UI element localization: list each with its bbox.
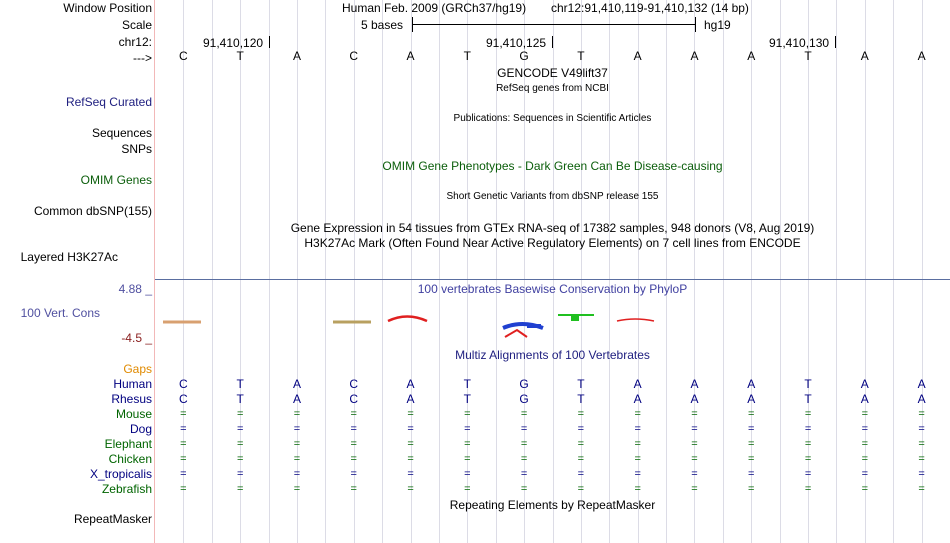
phylop-mark <box>527 324 541 328</box>
alignment-base: = <box>520 408 528 420</box>
alignment-base: = <box>804 408 812 420</box>
alignment-base: = <box>293 408 301 420</box>
track-label-sequences[interactable]: Sequences <box>91 126 152 140</box>
alignment-base: T <box>236 392 244 406</box>
alignment-base: = <box>236 408 244 420</box>
alignment-base: = <box>520 453 528 465</box>
base-letter: A <box>690 49 699 63</box>
track-label-cons[interactable]: 100 Vert. Cons <box>20 306 100 320</box>
position-tick <box>269 36 270 48</box>
alignment-base: = <box>464 408 471 420</box>
alignment-base: = <box>634 423 641 435</box>
alignment-base: A <box>747 392 756 406</box>
alignment-base: = <box>804 483 812 495</box>
alignment-base: T <box>463 377 471 391</box>
alignment-base: = <box>180 483 187 495</box>
cons-max-label: 4.88 _ <box>118 282 152 296</box>
track-title-dbsnp: Short Genetic Variants from dbSNP release 155 <box>446 191 659 202</box>
alignment-base: A <box>292 392 301 406</box>
track-title-repeatmasker: Repeating Elements by RepeatMasker <box>449 498 656 512</box>
base-letter: T <box>463 49 471 63</box>
alignment-base: = <box>293 453 301 465</box>
position-tick <box>552 36 553 48</box>
track-label-snps[interactable]: SNPs <box>121 142 152 156</box>
alignment-base: = <box>748 408 755 420</box>
alignment-base: = <box>236 438 244 450</box>
alignment-base: A <box>292 377 301 391</box>
scale-bar-right-tick <box>695 17 696 32</box>
alignment-base: = <box>748 423 755 435</box>
alignment-base: = <box>180 468 187 480</box>
alignment-base: = <box>293 468 301 480</box>
alignment-base: = <box>577 468 585 480</box>
alignment-base: A <box>917 377 926 391</box>
alignment-base: = <box>691 408 698 420</box>
base-letter: A <box>292 49 301 63</box>
alignment-base: = <box>464 453 471 465</box>
alignment-base: T <box>577 377 585 391</box>
alignment-base: = <box>804 423 812 435</box>
alignment-base: T <box>804 392 812 406</box>
alignment-base: = <box>918 468 925 480</box>
position-label: 91,410,125 <box>486 36 547 50</box>
alignment-base: = <box>804 438 812 450</box>
alignment-base: = <box>918 438 925 450</box>
alignment-base: A <box>690 377 699 391</box>
alignment-base: T <box>463 392 471 406</box>
cons-min-label: -4.5 _ <box>121 331 152 345</box>
alignment-base: = <box>861 408 869 420</box>
alignment-base: = <box>634 483 641 495</box>
species-label[interactable]: Zebrafish <box>101 482 152 496</box>
alignment-base: = <box>861 423 869 435</box>
alignment-base: A <box>917 392 926 406</box>
alignment-base: = <box>861 438 869 450</box>
alignment-base: = <box>350 408 357 420</box>
alignment-base: C <box>349 377 359 391</box>
track-label-omim[interactable]: OMIM Genes <box>80 173 152 187</box>
alignment-base: = <box>350 423 357 435</box>
alignment-base: = <box>634 438 641 450</box>
species-label[interactable]: Human <box>113 377 152 391</box>
alignment-base: = <box>577 483 585 495</box>
track-title-omim: OMIM Gene Phenotypes - Dark Green Can Be Disease-causing <box>382 159 723 173</box>
position-text: chr12:91,410,119-91,410,132 (14 bp) <box>551 1 749 15</box>
alignment-base: G <box>519 377 529 391</box>
track-label-refseq[interactable]: RefSeq Curated <box>65 95 152 109</box>
alignment-base: C <box>179 392 188 406</box>
track-title-refseq: RefSeq genes from NCBI <box>496 83 609 94</box>
alignment-base: = <box>861 483 869 495</box>
alignment-base: = <box>350 468 357 480</box>
alignment-base: = <box>350 453 357 465</box>
base-letter: C <box>179 49 188 63</box>
position-label: 91,410,130 <box>769 36 830 50</box>
track-title-gtex: Gene Expression in 54 tissues from GTEx RNA-seq of 17382 samples, 948 donors (V8, Aug 2019) <box>290 221 815 235</box>
alignment-base: = <box>634 408 641 420</box>
assembly-text: Human Feb. 2009 (GRCh37/hg19) <box>342 1 527 15</box>
scale-db-text: hg19 <box>704 18 731 32</box>
alignment-base: = <box>407 408 414 420</box>
phylop-mark <box>333 321 371 324</box>
scale-bar <box>412 24 695 25</box>
track-label-repeatmasker[interactable]: RepeatMasker <box>73 512 152 526</box>
alignment-base: = <box>180 408 187 420</box>
chrom-label: chr12: <box>118 35 152 49</box>
base-letter: A <box>917 49 926 63</box>
alignment-base: A <box>406 377 415 391</box>
alignment-base: = <box>407 453 414 465</box>
alignment-base: = <box>748 468 755 480</box>
alignment-base: T <box>804 377 812 391</box>
alignment-base: = <box>691 423 698 435</box>
alignment-base: = <box>293 483 301 495</box>
window-position-label: Window Position <box>63 1 152 15</box>
phylop-mark <box>571 314 579 321</box>
alignment-base: A <box>633 392 642 406</box>
alignment-base: G <box>519 392 529 406</box>
alignment-base: = <box>804 453 812 465</box>
alignment-base: = <box>918 483 925 495</box>
alignment-base: T <box>577 392 585 406</box>
alignment-base: = <box>464 483 471 495</box>
alignment-base: = <box>861 468 869 480</box>
alignment-base: = <box>577 408 585 420</box>
alignment-base: = <box>407 423 414 435</box>
alignment-base: T <box>236 377 244 391</box>
alignment-base: = <box>634 468 641 480</box>
phylop-mark <box>163 321 201 324</box>
base-letter: A <box>633 49 642 63</box>
alignment-base: = <box>180 453 187 465</box>
alignment-base: = <box>804 468 812 480</box>
species-label[interactable]: Chicken <box>108 452 152 466</box>
alignment-base: = <box>407 468 414 480</box>
alignment-base: A <box>860 377 869 391</box>
track-label-gaps[interactable]: Gaps <box>123 362 152 376</box>
scale-label: Scale <box>121 18 152 32</box>
base-letter: A <box>406 49 415 63</box>
alignment-base: = <box>464 423 471 435</box>
base-letter: T <box>236 49 244 63</box>
alignment-base: = <box>520 468 528 480</box>
track-label-dbsnp[interactable]: Common dbSNP(155) <box>33 204 152 218</box>
alignment-base: = <box>634 453 641 465</box>
alignment-base: = <box>520 423 528 435</box>
alignment-base: = <box>691 438 698 450</box>
alignment-base: = <box>918 408 925 420</box>
alignment-base: = <box>350 438 357 450</box>
alignment-base: A <box>860 392 869 406</box>
alignment-base: = <box>748 453 755 465</box>
track-title-phylop: 100 vertebrates Basewise Conservation by PhyloP <box>417 282 688 296</box>
alignment-base: C <box>349 392 359 406</box>
alignment-base: = <box>236 423 244 435</box>
alignment-base: A <box>633 377 642 391</box>
alignment-base: = <box>407 483 414 495</box>
phylop-mark <box>388 317 427 322</box>
species-label[interactable]: Elephant <box>104 437 152 451</box>
species-label[interactable]: X_tropicalis <box>89 467 152 481</box>
base-letter: G <box>519 49 529 63</box>
track-separator-line <box>155 279 950 280</box>
alignment-base: = <box>748 483 755 495</box>
alignment-base: = <box>464 468 471 480</box>
alignment-base: = <box>236 453 244 465</box>
alignment-base: = <box>350 483 357 495</box>
alignment-base: = <box>180 438 187 450</box>
alignment-base: = <box>577 438 585 450</box>
alignment-base: A <box>747 377 756 391</box>
track-title-multiz: Multiz Alignments of 100 Vertebrates <box>455 348 650 362</box>
strand-arrow-label[interactable]: ---> <box>133 51 152 65</box>
phylop-mark <box>505 330 527 337</box>
species-label[interactable]: Rhesus <box>111 392 152 406</box>
alignment-base: = <box>748 438 755 450</box>
species-label[interactable]: Dog <box>129 422 152 436</box>
alignment-base: A <box>406 392 415 406</box>
alignment-base: = <box>180 423 187 435</box>
alignment-base: = <box>520 438 528 450</box>
base-letter: T <box>804 49 812 63</box>
alignment-base: = <box>861 453 869 465</box>
base-letter: T <box>577 49 585 63</box>
alignment-base: = <box>577 453 585 465</box>
alignment-base: = <box>293 438 301 450</box>
track-title-h3k27ac: H3K27Ac Mark (Often Found Near Active Regulatory Elements) on 7 cell lines from ENCODE <box>304 236 801 250</box>
track-label-h3k27ac[interactable]: Layered H3K27Ac <box>20 250 118 264</box>
alignment-base: = <box>407 438 414 450</box>
alignment-base: = <box>918 453 925 465</box>
alignment-base: C <box>179 377 188 391</box>
alignment-base: = <box>464 438 471 450</box>
position-tick <box>835 36 836 48</box>
base-letter: C <box>349 49 359 63</box>
alignment-base: = <box>691 483 698 495</box>
alignment-base: = <box>918 423 925 435</box>
alignment-base: = <box>293 423 301 435</box>
base-letter: A <box>747 49 756 63</box>
phylop-glyphs[interactable] <box>155 300 950 340</box>
alignment-base: = <box>236 483 244 495</box>
scale-text: 5 bases <box>361 18 404 32</box>
position-label: 91,410,120 <box>203 36 264 50</box>
alignment-base: = <box>691 453 698 465</box>
alignment-base: A <box>690 392 699 406</box>
alignment-base: = <box>691 468 698 480</box>
track-title-gencode: GENCODE V49lift37 <box>497 66 608 80</box>
alignment-base: = <box>577 423 585 435</box>
base-letter: A <box>860 49 869 63</box>
alignment-base: = <box>236 468 244 480</box>
track-title-publications: Publications: Sequences in Scientific Articles <box>453 113 652 124</box>
alignment-base: = <box>520 483 528 495</box>
phylop-mark <box>617 319 654 321</box>
species-label[interactable]: Mouse <box>115 407 152 421</box>
